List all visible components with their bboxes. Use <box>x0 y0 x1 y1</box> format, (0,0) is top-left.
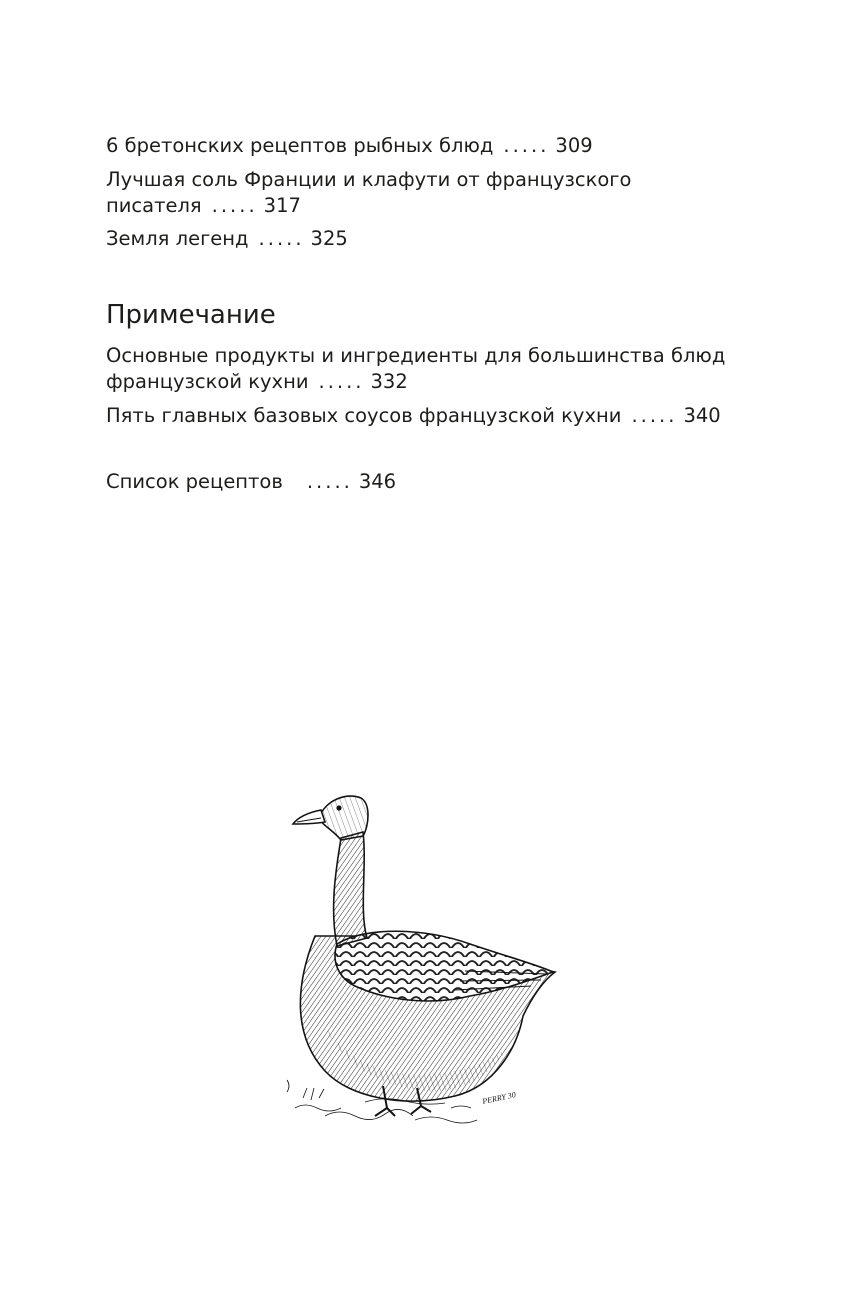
toc-page-number: 317 <box>263 194 301 217</box>
goose-head <box>319 796 368 840</box>
toc-page-number: 325 <box>310 227 348 250</box>
toc-entry-title: Основные продукты и ингредиенты для большинства блюд <box>106 344 726 367</box>
toc-page-number: 309 <box>555 134 593 157</box>
toc-leader-dots: ..... <box>211 194 258 217</box>
toc-entry-recipes-list[interactable] <box>106 469 396 495</box>
section-heading-notes: Примечание <box>106 300 276 330</box>
goose-eye <box>336 805 341 810</box>
toc-entry-best-salt-line2[interactable] <box>106 193 301 219</box>
toc-leader-dots: ..... <box>318 370 365 393</box>
goose-neck <box>334 832 367 946</box>
goose-engraving-icon <box>255 786 565 1146</box>
toc-entry-title: писателя <box>106 194 202 217</box>
toc-entry-breton-fish[interactable] <box>106 133 593 159</box>
artist-signature: PERRY 30 <box>481 1090 517 1106</box>
toc-entry-title: Земля легенд <box>106 227 249 250</box>
toc-page-number: 340 <box>683 404 721 427</box>
toc-entry-title: Лучшая соль Франции и клафути от французского <box>106 168 632 191</box>
toc-entry-five-sauces[interactable] <box>106 403 721 429</box>
toc-entry-best-salt-line1[interactable] <box>106 167 631 193</box>
toc-leader-dots: ..... <box>258 227 305 250</box>
toc-entry-title: Список рецептов <box>106 470 283 493</box>
toc-entry-basic-products-line1[interactable] <box>106 343 725 369</box>
toc-entry-title: 6 бретонских рецептов рыбных блюд <box>106 134 494 157</box>
toc-entry-basic-products-line2[interactable] <box>106 369 408 395</box>
toc-entry-title: французской кухни <box>106 370 309 393</box>
toc-leader-dots: ..... <box>503 134 550 157</box>
toc-page-number: 346 <box>358 470 397 493</box>
toc-entry-land-of-legends[interactable] <box>106 226 348 252</box>
toc-page-number: 332 <box>370 370 408 393</box>
toc-leader-dots: ..... <box>306 470 353 493</box>
toc-entry-title: Пять главных базовых соусов французской кухни <box>106 404 622 427</box>
toc-leader-dots: ..... <box>631 404 678 427</box>
